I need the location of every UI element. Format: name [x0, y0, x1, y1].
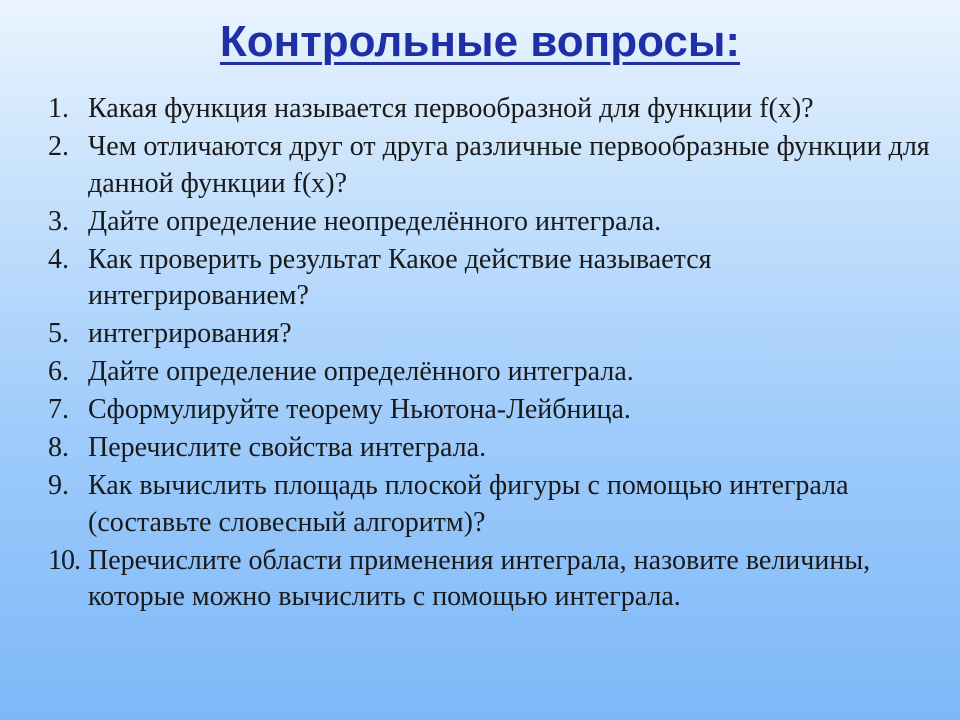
list-item: [48, 543, 938, 616]
question-number: 8.: [48, 432, 69, 463]
list-item: [48, 430, 938, 467]
question-text: Какая функция называется первообразной для функции f(x)?: [88, 93, 814, 124]
question-number: 10.: [48, 544, 80, 576]
question-number: 4.: [48, 243, 69, 275]
list-item: [48, 316, 938, 353]
question-text: Перечислите области применения интеграла, назовите величины, которые можно вычислить с помощью интеграла.: [88, 544, 871, 612]
question-text: интегрирования?: [88, 318, 292, 349]
list-item: [48, 468, 938, 541]
question-text: Перечислите свойства интеграла.: [88, 432, 487, 463]
list-item: [48, 129, 938, 202]
question-text: Чем отличаются друг от друга различные первообразные функции для данной функции f(x)?: [88, 131, 930, 199]
question-number: 7.: [48, 394, 69, 425]
question-number: 6.: [48, 356, 69, 387]
list-item: [48, 242, 938, 315]
question-number: 2.: [48, 131, 69, 162]
question-number: 1.: [48, 93, 69, 124]
list-item: [48, 392, 938, 429]
question-number: 9.: [48, 470, 69, 501]
question-text: Дайте определение определённого интеграла.: [88, 356, 634, 387]
question-number: 3.: [48, 205, 69, 237]
question-list: [48, 91, 938, 617]
list-item: [48, 204, 938, 241]
list-item: [48, 354, 938, 391]
question-text: Сформулируйте теорему Ньютона-Лейбница.: [88, 394, 631, 425]
question-text: Как проверить результат Какое действие называется интегрированием?: [88, 243, 712, 311]
question-text: Как вычислить площадь плоской фигуры с помощью интеграла (составьте словесный алгоритм)?: [88, 470, 849, 538]
slide-title: Контрольные вопросы:: [219, 17, 741, 66]
list-item: [48, 91, 938, 128]
question-text: Дайте определение неопределённого интеграла.: [88, 205, 662, 237]
question-number: 5.: [48, 318, 69, 349]
